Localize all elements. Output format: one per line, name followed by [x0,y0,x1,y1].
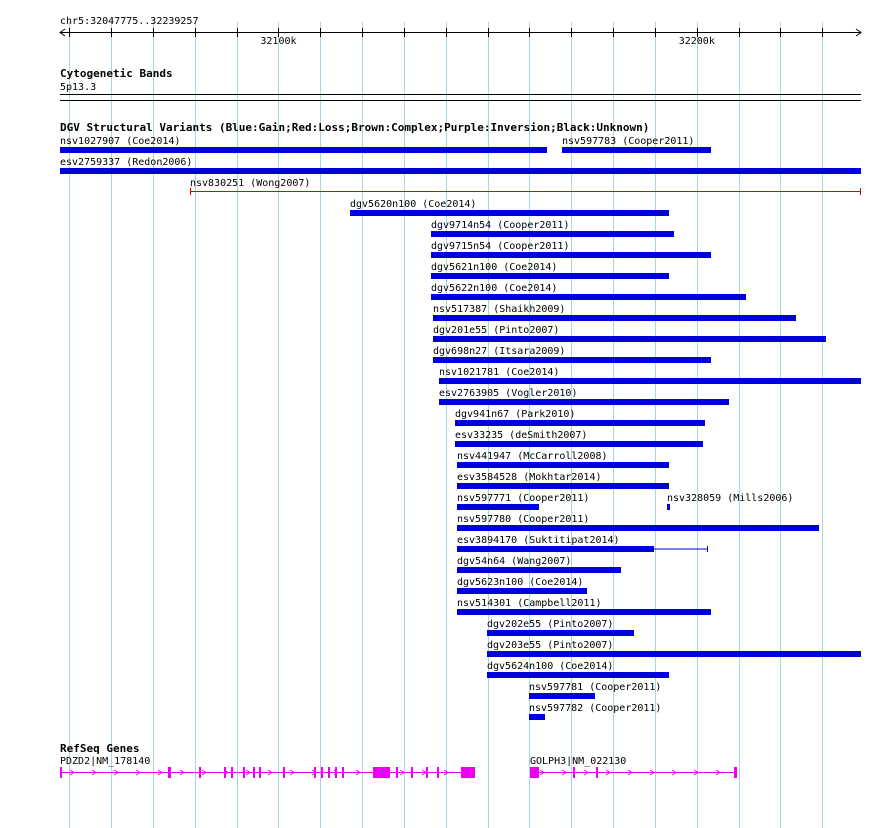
variant-bar[interactable] [350,210,669,216]
variant-bar[interactable] [455,420,705,426]
gene-exon[interactable] [224,767,226,778]
variant-bar[interactable] [529,714,545,720]
gene-exon[interactable] [231,767,233,778]
ruler-tick-label: 32200k [678,36,715,47]
variant-label[interactable]: nsv597782 (Cooper2011) [529,703,662,714]
variant-label[interactable]: nsv597783 (Cooper2011) [562,136,695,147]
variant-label[interactable]: dgv698n27 (Itsara2009) [433,346,566,357]
variant-bar[interactable] [457,504,539,510]
variant-label[interactable]: dgv941n67 (Park2010) [455,409,576,420]
gene-exon[interactable] [60,767,62,778]
variant-bar[interactable] [431,231,674,237]
variant-label[interactable]: dgv54n64 (Wang2007) [457,556,572,567]
variant-label[interactable]: esv3894170 (Suktitipat2014) [457,535,620,546]
gene-exon[interactable] [314,767,316,778]
gene-exon[interactable] [461,767,475,778]
variant-bar[interactable] [433,315,796,321]
gene-exon[interactable] [411,767,413,778]
variant-bar[interactable] [457,483,669,489]
variant-label[interactable]: esv2763905 (Vogler2010) [439,388,578,399]
variant-label[interactable]: nsv830251 (Wong2007) [190,178,311,189]
variant-label[interactable]: nsv517387 (Shaikh2009) [433,304,566,315]
variant-bar[interactable] [431,294,746,300]
variant-bar[interactable] [431,273,669,279]
cytoband-track-title[interactable]: Cytogenetic Bands [60,67,173,80]
variant-bar[interactable] [457,525,819,531]
variant-bar[interactable] [433,357,711,363]
variant-bar[interactable] [487,651,861,657]
variant-bar[interactable] [529,693,595,699]
variant-bar[interactable] [487,672,669,678]
variant-label[interactable]: nsv441947 (McCarroll2008) [457,451,608,462]
gene-exon[interactable] [437,767,439,778]
gene-exon[interactable] [199,767,201,778]
variant-bar[interactable] [431,252,711,258]
gene-exon[interactable] [734,767,737,778]
variant-bar[interactable] [457,588,587,594]
variant-bar[interactable] [439,399,729,405]
variant-label[interactable]: nsv597781 (Cooper2011) [529,682,662,693]
variant-label[interactable]: esv2759337 (Redon2006) [60,157,193,168]
variant-label[interactable]: nsv597771 (Cooper2011) [457,493,590,504]
gene-exon[interactable] [335,767,337,778]
ruler-tick-label: 32100k [260,36,297,47]
gene-exon[interactable] [253,767,255,778]
variant-label[interactable]: dgv9715n54 (Cooper2011) [431,241,570,252]
refseq-track-title[interactable]: RefSeq Genes [60,742,140,755]
variant-label[interactable]: nsv1027907 (Coe2014) [60,136,181,147]
variant-label[interactable]: dgv5620n100 (Coe2014) [350,199,477,210]
variant-bar[interactable] [433,336,826,342]
variant-label[interactable]: dgv202e55 (Pinto2007) [487,619,614,630]
variant-bar[interactable] [487,630,634,636]
gene-exon[interactable] [373,767,390,778]
gene-exon[interactable] [530,767,539,778]
dgv-track-title[interactable]: DGV Structural Variants (Blue:Gain;Red:Loss;Brown:Complex;Purple:Inversion;Black:Unknown) [60,121,650,134]
variant-label[interactable]: esv33235 (deSmith2007) [455,430,588,441]
variant-label[interactable]: nsv328059 (Mills2006) [667,493,794,504]
variant-bar[interactable] [60,168,861,174]
variant-label[interactable]: nsv597780 (Cooper2011) [457,514,590,525]
gene-exon[interactable] [328,767,330,778]
variant-bar[interactable] [457,609,711,615]
variant-bar[interactable] [455,441,703,447]
variant-label[interactable]: dgv5623n100 (Coe2014) [457,577,584,588]
variant-label[interactable]: dgv203e55 (Pinto2007) [487,640,614,651]
gene-exon[interactable] [596,767,598,778]
variant-bar[interactable] [667,504,670,510]
gene-exon[interactable] [321,767,323,778]
gene-exon[interactable] [283,767,285,778]
gene-exon[interactable] [396,767,398,778]
gene-exon[interactable] [342,767,344,778]
variant-label[interactable]: dgv9714n54 (Cooper2011) [431,220,570,231]
variant-bar[interactable] [60,147,547,153]
gene-label[interactable]: PDZD2|NM_178140 [60,756,151,767]
variant-bar[interactable] [457,462,669,468]
gene-exon[interactable] [426,767,428,778]
gene-exon[interactable] [573,767,575,778]
variant-label[interactable]: esv3584528 (Mokhtar2014) [457,472,602,483]
variant-label[interactable]: dgv5622n100 (Coe2014) [431,283,558,294]
variant-label[interactable]: dgv5624n100 (Coe2014) [487,661,614,672]
gene-label[interactable]: GOLPH3|NM_022130 [530,756,627,767]
variant-bar[interactable] [439,378,861,384]
variant-bar[interactable] [562,147,711,153]
variant-bar[interactable] [457,567,621,573]
ruler-position-label: chr5:32047775..32239257 [60,16,199,27]
variant-label[interactable]: nsv514301 (Campbell2011) [457,598,602,609]
variant-label[interactable]: nsv1021781 (Coe2014) [439,367,560,378]
gene-exon[interactable] [259,767,261,778]
cytoband-label: 5p13.3 [60,82,97,93]
variant-label[interactable]: dgv5621n100 (Coe2014) [431,262,558,273]
variant-label[interactable]: dgv201e55 (Pinto2007) [433,325,560,336]
gene-exon[interactable] [243,767,245,778]
gene-exon[interactable] [168,767,171,778]
variant-bar[interactable] [457,546,654,552]
